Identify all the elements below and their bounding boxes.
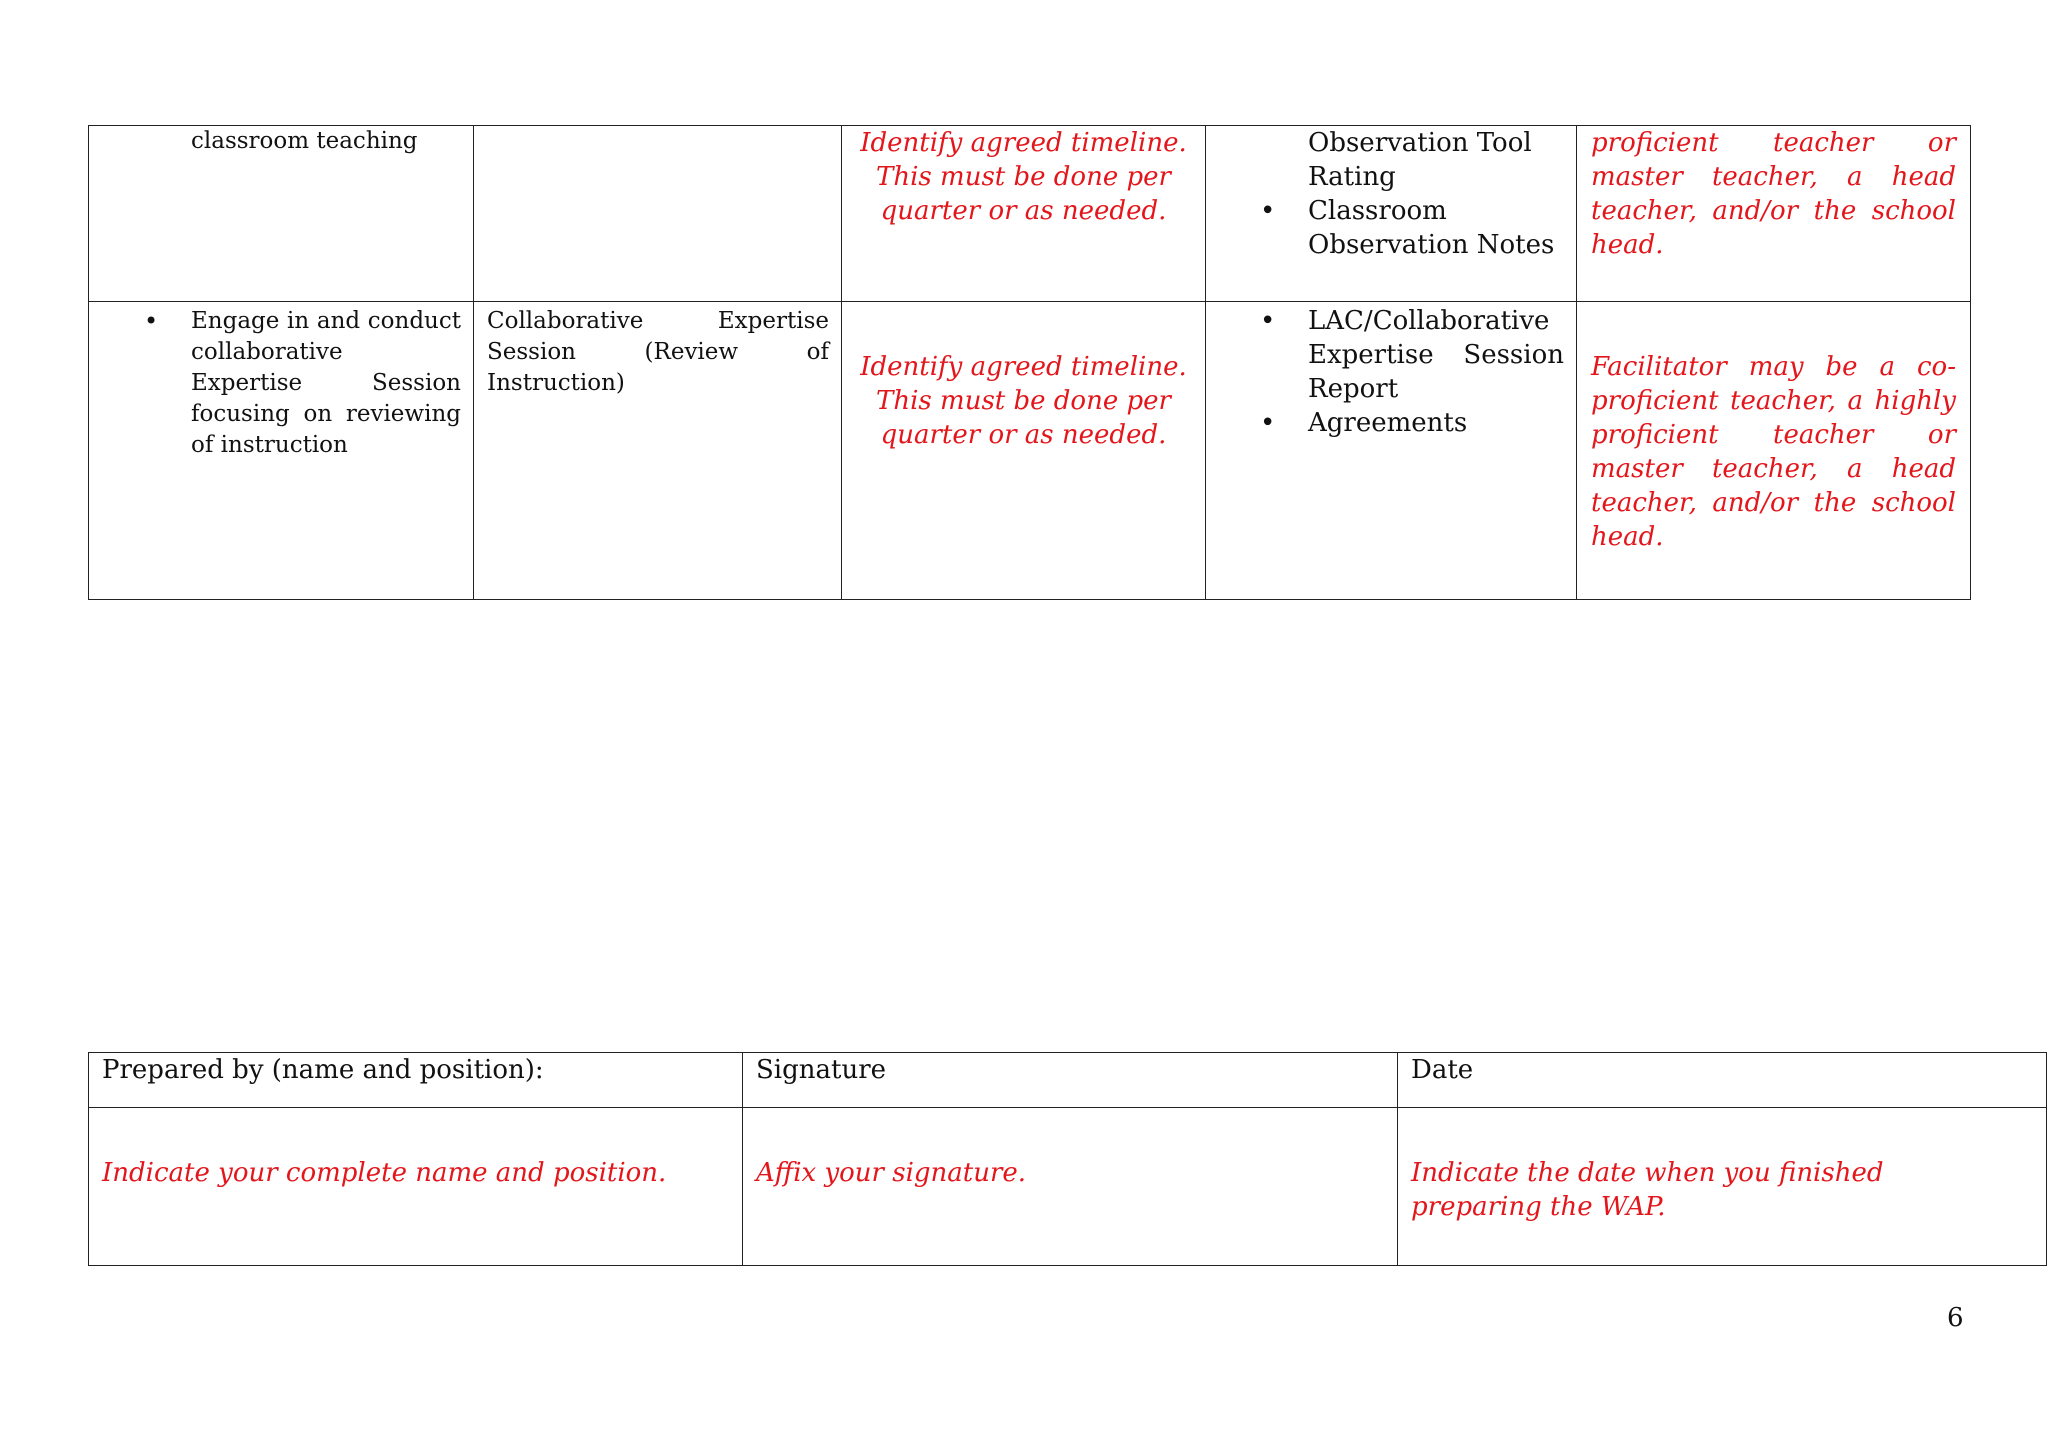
prepared-by-cell	[89, 1108, 743, 1266]
facilitator-cell	[1577, 126, 1971, 302]
means-list	[1206, 126, 1576, 262]
table-row	[89, 302, 1971, 600]
signature-header: Signature	[743, 1053, 1398, 1108]
date-cell	[1398, 1108, 2047, 1266]
table-row	[89, 126, 1971, 302]
facilitator-cell	[1577, 302, 1971, 600]
bullet-icon: •	[1260, 306, 1276, 336]
signature-value: Affix your signature.	[756, 1158, 1027, 1188]
timeline-text: Identify agreed timeline. This must be done per quarter or as needed.	[860, 352, 1187, 450]
activity-cell	[89, 302, 474, 600]
signature-cell	[743, 1108, 1398, 1266]
activity-text: Engage in and conduct collaborative Expertise Session focusing on reviewing of instruction	[191, 308, 461, 458]
bullet-icon: •	[1260, 408, 1276, 438]
list-item	[1260, 194, 1564, 262]
date-value: Indicate the date when you finished preparing the WAP.	[1411, 1158, 1884, 1222]
prepared-by-value: Indicate your complete name and position.	[102, 1158, 667, 1188]
date-header: Date	[1398, 1053, 2047, 1108]
facilitator-text: proficient teacher or master teacher, a head teacher, and/or the school head.	[1591, 128, 1956, 260]
prepared-by-header: Prepared by (name and position):	[89, 1053, 743, 1108]
means-text: Observation Tool Rating	[1308, 128, 1532, 192]
list-item	[1260, 304, 1564, 406]
signature-table	[88, 1052, 2047, 1266]
activity-item	[89, 306, 473, 461]
mov-text	[474, 126, 841, 130]
means-cell	[1206, 126, 1577, 302]
mov-cell	[474, 126, 842, 302]
means-text: Classroom Observation Notes	[1308, 196, 1555, 260]
facilitator-text: Facilitator may be a co-proficient teacher, a highly proficient teacher or master teacher, a head teacher, and/or the school head.	[1591, 352, 1956, 552]
means-text: Agreements	[1308, 408, 1468, 438]
signature-value-row	[89, 1108, 2047, 1266]
activity-cell	[89, 126, 474, 302]
plan-table	[88, 125, 1971, 600]
timeline-text: Identify agreed timeline. This must be done per quarter or as needed.	[860, 128, 1187, 226]
mov-text: Collaborative Expertise Session (Review of Instruction)	[487, 308, 829, 396]
mov-cell	[474, 302, 842, 600]
means-text: LAC/Collaborative Expertise Session Report	[1308, 306, 1564, 404]
timeline-cell	[842, 302, 1206, 600]
bullet-icon: •	[1260, 196, 1276, 226]
list-item	[1308, 126, 1564, 194]
page-number: 6	[1947, 1303, 1964, 1333]
means-cell	[1206, 302, 1577, 600]
bullet-icon: •	[144, 307, 159, 335]
timeline-cell	[842, 126, 1206, 302]
activity-text: classroom teaching	[191, 128, 418, 154]
list-item	[1260, 406, 1564, 440]
signature-header-row	[89, 1053, 2047, 1108]
means-list	[1206, 304, 1576, 440]
